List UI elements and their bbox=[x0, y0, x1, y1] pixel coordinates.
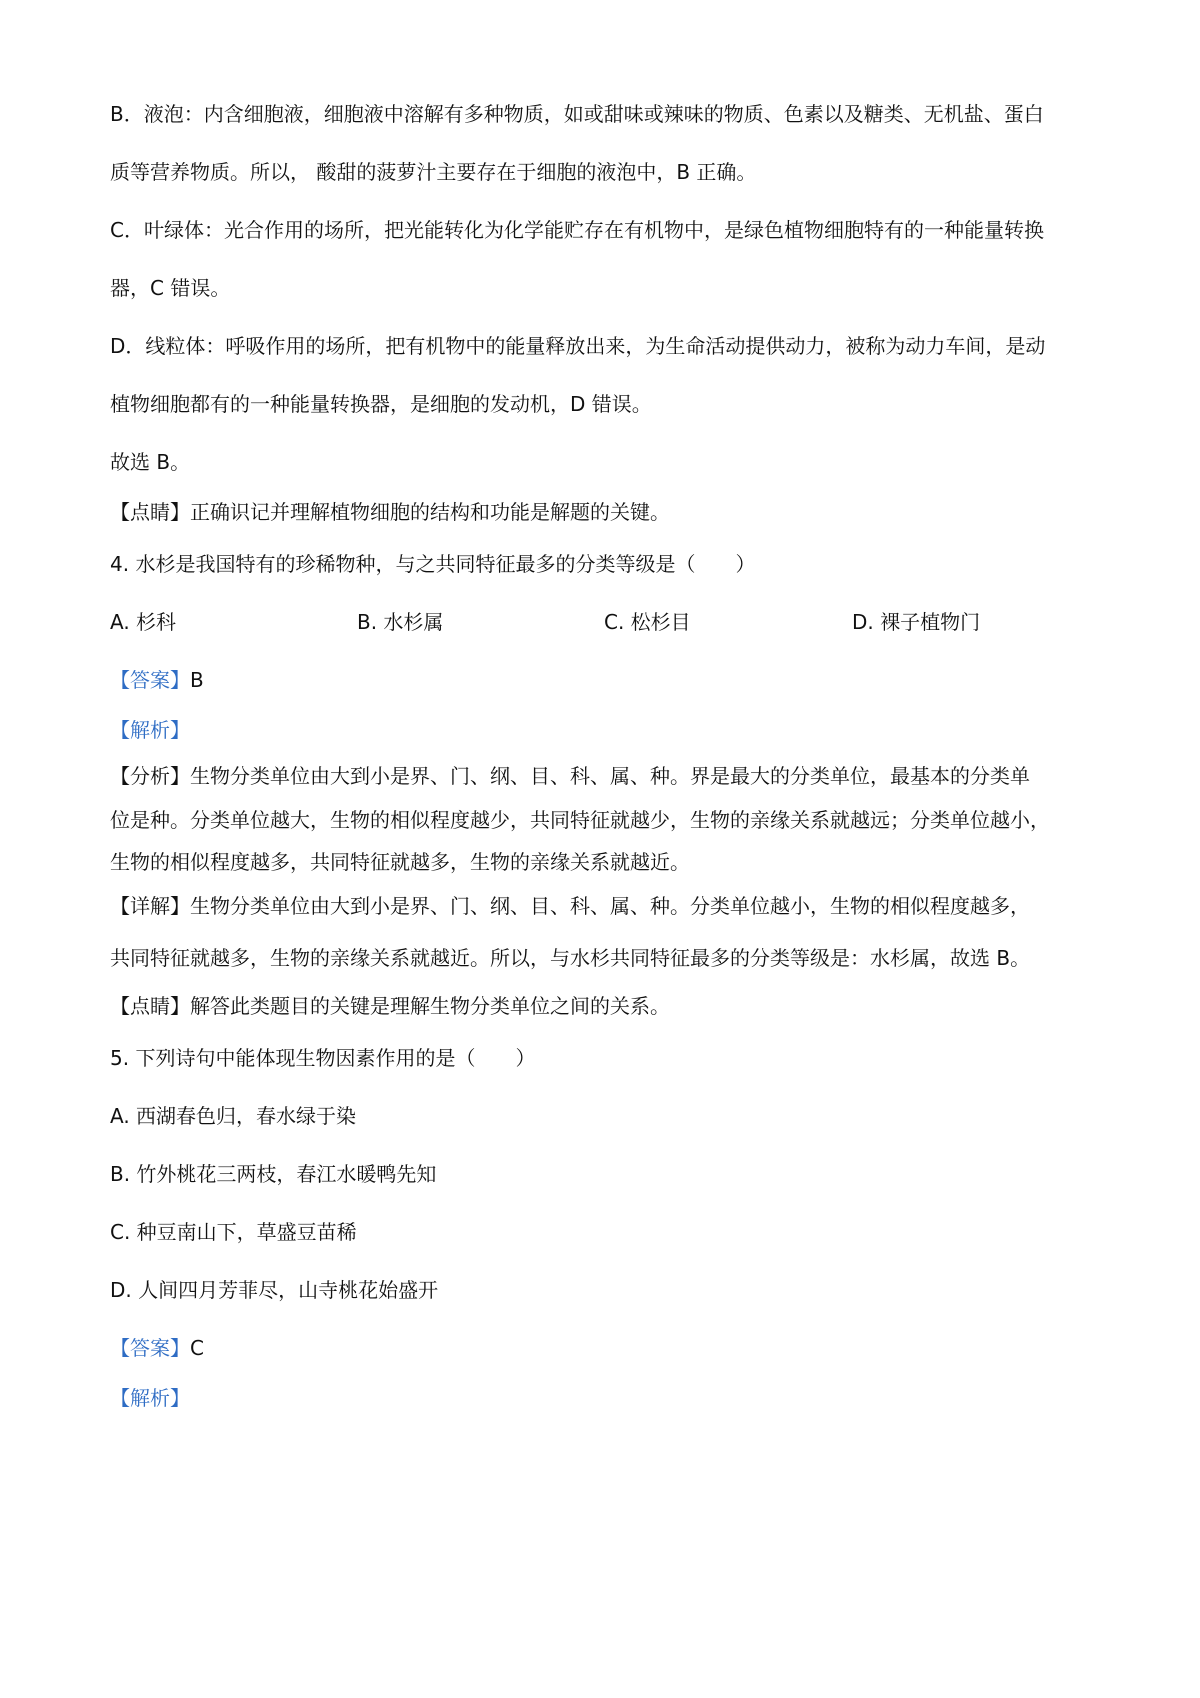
q5-option-d: D. 人间四月芳菲尽，山寺桃花始盛开 bbox=[110, 1278, 439, 1302]
q4-option-a: A. 杉科 bbox=[110, 610, 177, 634]
q4-fenxi-line2: 位是种。分类单位越大，生物的相似程度越少，共同特征就越少，生物的亲缘关系就越远；分类单位越小， bbox=[110, 808, 1050, 832]
q3-dianjing bbox=[110, 498, 1100, 526]
fenxi-text-1: 生物分类单位由大到小是界、门、纲、目、科、属、种。界是最大的分类单位，最基本的分类单 bbox=[190, 764, 1030, 788]
q3-choose-answer: 故选 B。 bbox=[110, 450, 191, 474]
q5-option-a: A. 西湖春色归，春水绿于染 bbox=[110, 1104, 357, 1128]
q4-fenxi-line3: 生物的相似程度越多，共同特征就越多，生物的亲缘关系就越近。 bbox=[110, 850, 690, 874]
q4-jiexi bbox=[110, 716, 1100, 744]
xiangjie-text-1: 生物分类单位由大到小是界、门、纲、目、科、属、种。分类单位越小，生物的相似程度越多， bbox=[190, 894, 1030, 918]
jiexi-tag: 【解析】 bbox=[110, 1386, 190, 1410]
q4-option-d: D. 裸子植物门 bbox=[852, 610, 981, 634]
answer-tag: 【答案】 bbox=[110, 1336, 190, 1360]
q4-option-c: C. 松杉目 bbox=[604, 610, 691, 634]
q4-xiangjie-line2: 共同特征就越多，生物的亲缘关系就越近。所以，与水杉共同特征最多的分类等级是：水杉属，故选 B。 bbox=[110, 946, 1031, 970]
dianjing-text: 正确识记并理解植物细胞的结构和功能是解题的关键。 bbox=[190, 500, 670, 524]
q4-dianjing bbox=[110, 992, 1100, 1020]
dianjing-tag: 【点睛】 bbox=[110, 500, 190, 524]
fenxi-tag: 【分析】 bbox=[110, 764, 190, 788]
option-b-explanation-line1: B．液泡：内含细胞液，细胞液中溶解有多种物质，如或甜味或辣味的物质、色素以及糖类、无机盐、蛋白 bbox=[110, 102, 1044, 126]
q5-answer bbox=[110, 1334, 1100, 1362]
answer-value: C bbox=[190, 1336, 204, 1360]
xiangjie-tag: 【详解】 bbox=[110, 894, 190, 918]
q4-xiangjie-line1 bbox=[110, 892, 1100, 920]
q4-answer bbox=[110, 666, 1100, 694]
option-d-explanation-line2: 植物细胞都有的一种能量转换器，是细胞的发动机，D 错误。 bbox=[110, 392, 652, 416]
q5-option-b: B. 竹外桃花三两枝，春江水暖鸭先知 bbox=[110, 1162, 437, 1186]
q5-stem: 5. 下列诗句中能体现生物因素作用的是（ ） bbox=[110, 1046, 536, 1070]
q4-option-b: B. 水杉属 bbox=[357, 610, 444, 634]
option-d-explanation-line1: D．线粒体：呼吸作用的场所，把有机物中的能量释放出来，为生命活动提供动力，被称为动力车间，是动 bbox=[110, 334, 1046, 358]
option-c-explanation-line2: 器，C 错误。 bbox=[110, 276, 231, 300]
q4-stem: 4. 水杉是我国特有的珍稀物种，与之共同特征最多的分类等级是（ ） bbox=[110, 552, 756, 576]
option-c-explanation-line1: C．叶绿体：光合作用的场所，把光能转化为化学能贮存在有机物中，是绿色植物细胞特有的一种能量转换 bbox=[110, 218, 1044, 242]
answer-tag: 【答案】 bbox=[110, 668, 190, 692]
answer-value: B bbox=[190, 668, 204, 692]
option-b-explanation-line2: 质等营养物质。所以， 酸甜的菠萝汁主要存在于细胞的液泡中，B 正确。 bbox=[110, 160, 757, 184]
dianjing-tag: 【点睛】 bbox=[110, 994, 190, 1018]
dianjing-text: 解答此类题目的关键是理解生物分类单位之间的关系。 bbox=[190, 994, 670, 1018]
q5-jiexi bbox=[110, 1384, 1100, 1412]
q4-fenxi-line1 bbox=[110, 762, 1100, 790]
q5-option-c: C. 种豆南山下，草盛豆苗稀 bbox=[110, 1220, 357, 1244]
jiexi-tag: 【解析】 bbox=[110, 718, 190, 742]
